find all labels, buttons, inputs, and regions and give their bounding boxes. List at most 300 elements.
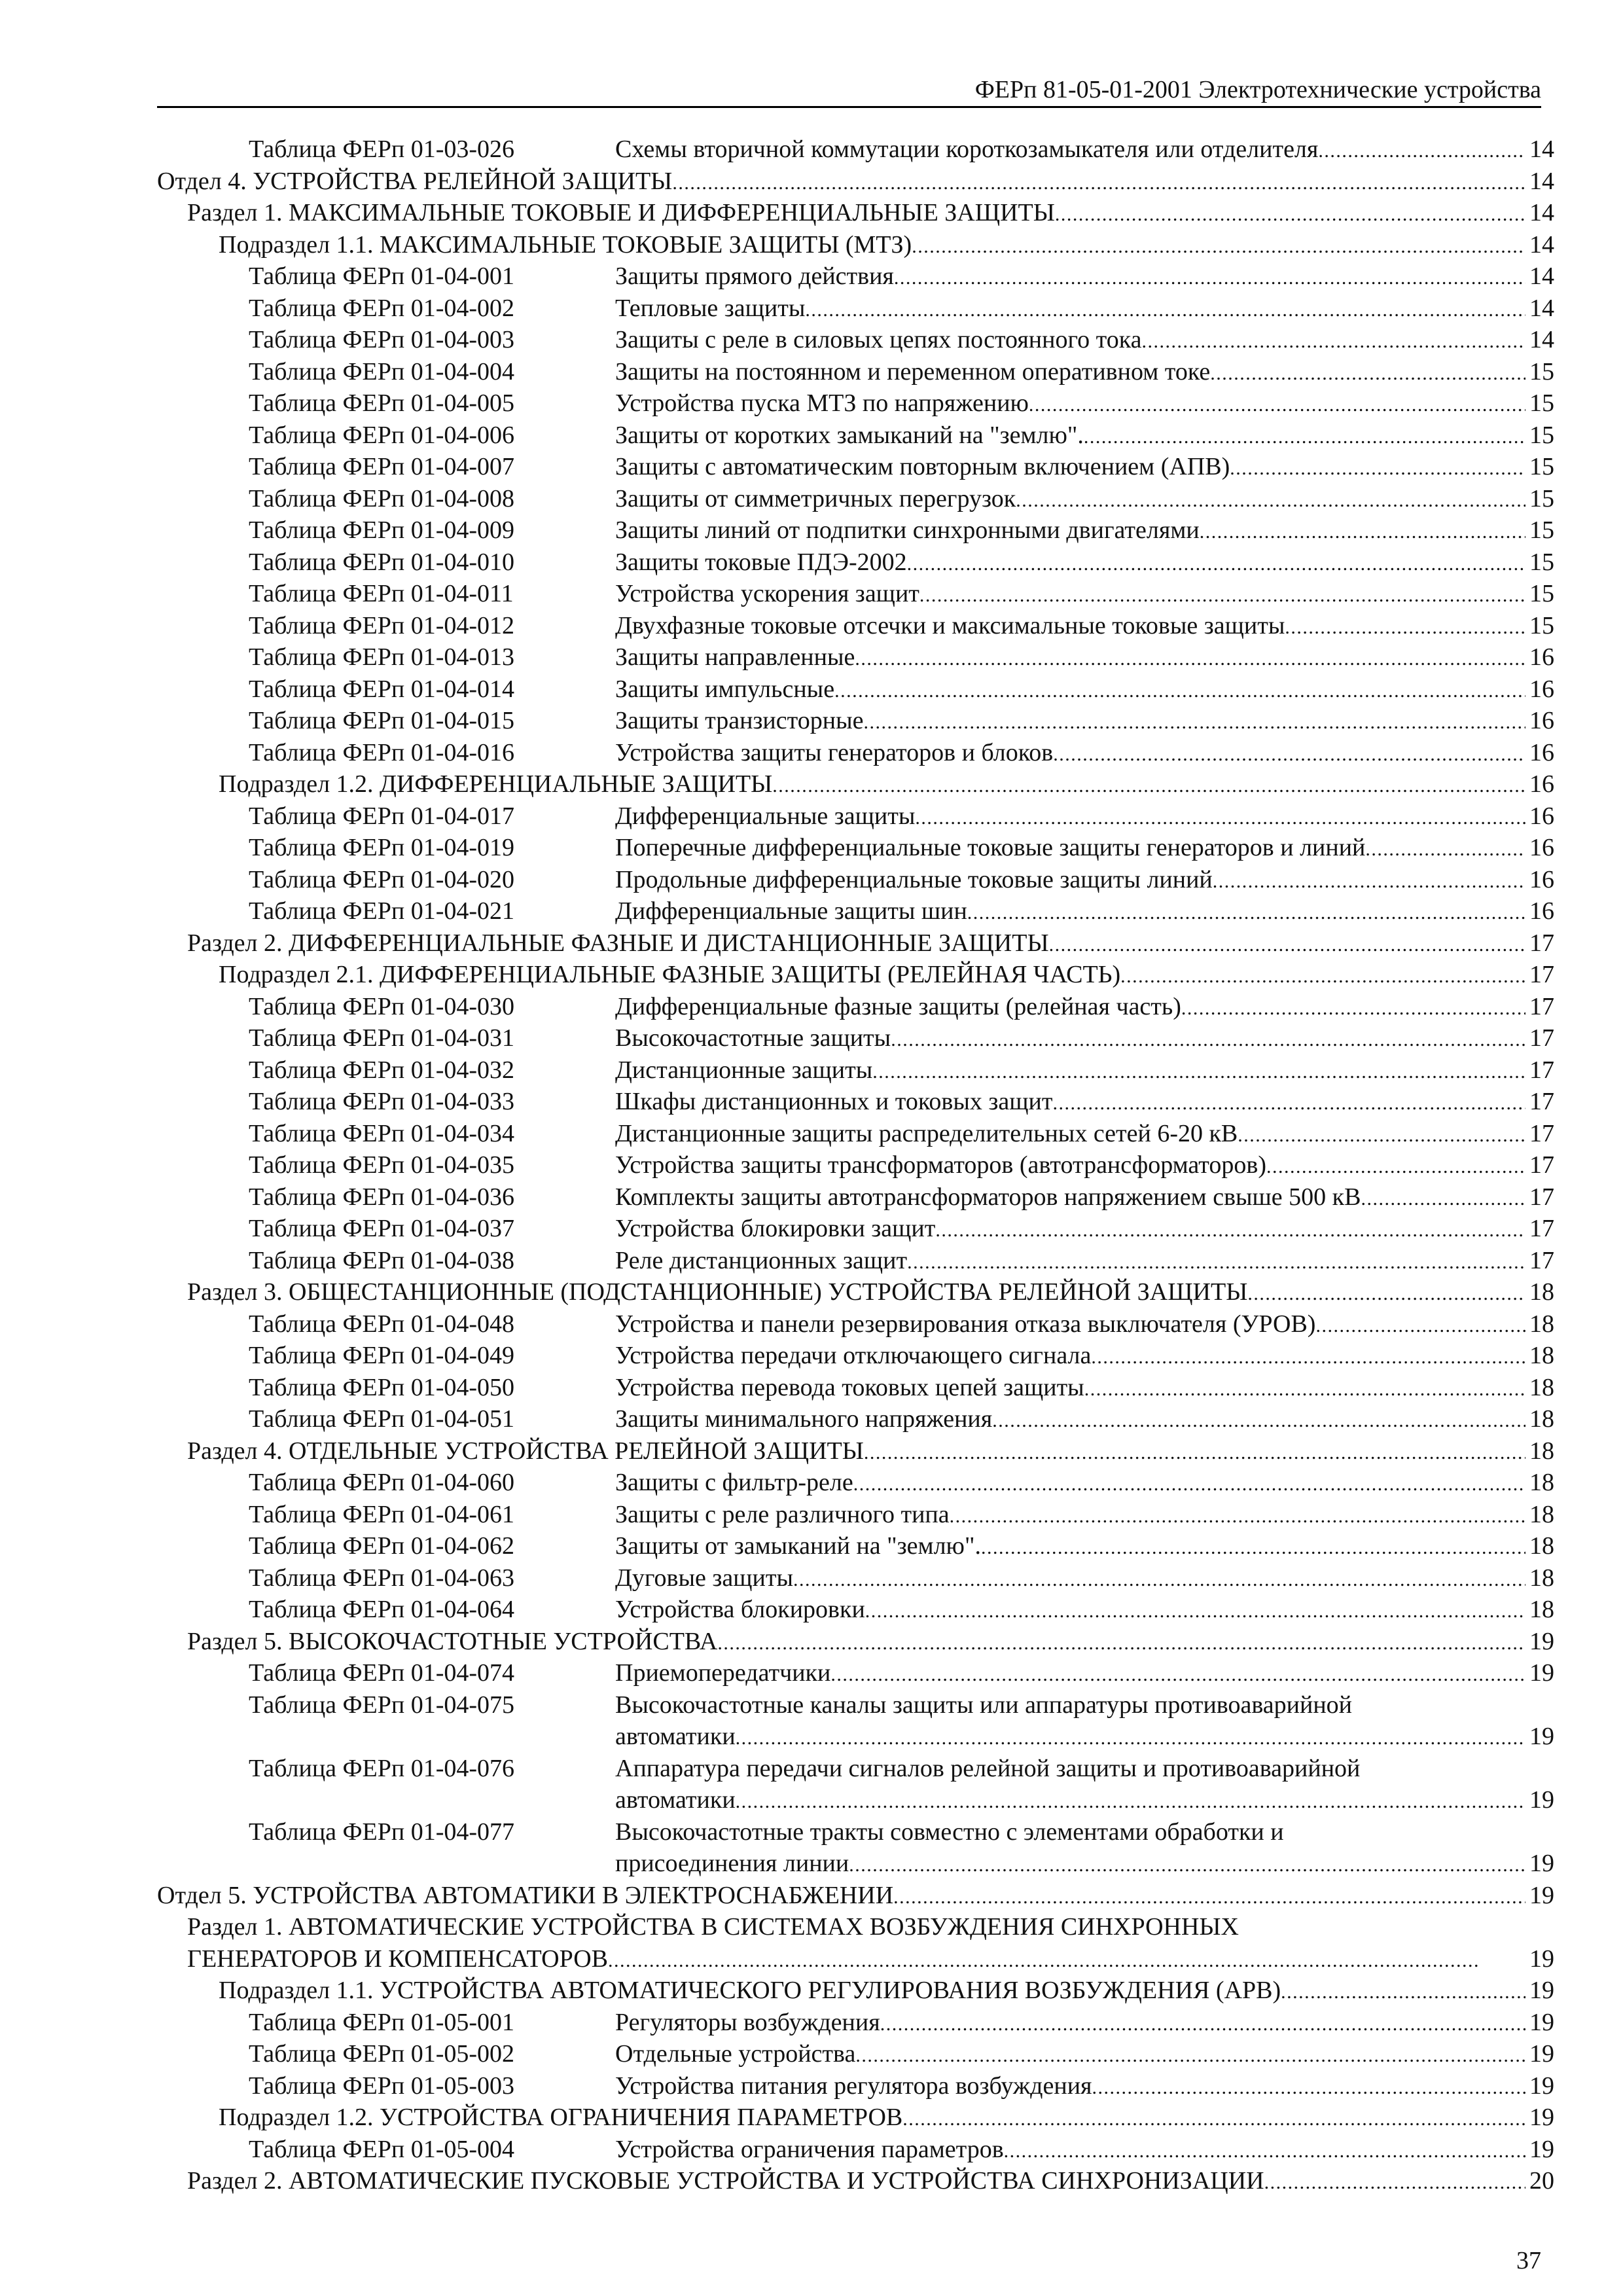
toc-entry-description (615, 2070, 1554, 2104)
toc-entry-description (615, 324, 1554, 358)
toc-entry-description (615, 578, 1554, 612)
toc-entry-title: Дуговые защиты (615, 1564, 794, 1592)
dot-leader (919, 578, 1525, 612)
toc-entry-description (615, 1308, 1554, 1342)
toc-entry (157, 1880, 1554, 1912)
toc-entry-line (615, 641, 1554, 675)
toc-entry-line (615, 2134, 1554, 2168)
table-code: Таблица ФЕРп 01-04-062 (249, 1532, 515, 1560)
toc-entry-description (615, 1657, 1554, 1691)
toc-entry-page: 15 (1529, 516, 1554, 544)
toc-entry-title: Раздел 3. ОБЩЕСТАНЦИОННЫЕ (ПОДСТАНЦИОННЫЕ) УСТРОЙСТВА РЕЛЕЙНОЙ ЗАЩИТЫ (187, 1278, 1248, 1306)
toc-entry-title: Устройства блокировки защит (615, 1215, 936, 1242)
table-code: Таблица ФЕРп 01-04-076 (249, 1754, 515, 1782)
dot-leader (880, 2007, 1525, 2041)
toc-entry-title: Защиты прямого действия (615, 262, 894, 290)
table-code: Таблица ФЕРп 01-04-051 (249, 1405, 515, 1433)
toc-entry-description (615, 610, 1554, 644)
toc-entry (157, 800, 1554, 833)
toc-entry-line (615, 1149, 1554, 1183)
table-code: Таблица ФЕРп 01-04-005 (249, 389, 515, 417)
table-code: Таблица ФЕРп 01-04-032 (249, 1056, 515, 1084)
toc-entry-page: 19 (1529, 2040, 1554, 2068)
table-code: Таблица ФЕРп 01-04-049 (249, 1342, 515, 1369)
dot-leader (1084, 1372, 1525, 1406)
toc-entry-page: 18 (1529, 1310, 1554, 1338)
dot-leader (1055, 197, 1525, 231)
toc-entry (157, 1403, 1554, 1435)
toc-entry-description (615, 832, 1554, 866)
toc-entry-page: 16 (1529, 802, 1554, 830)
toc-entry-description (615, 2134, 1554, 2168)
toc-entry-line (615, 2038, 1554, 2072)
toc-entry (157, 864, 1554, 896)
dot-leader (1092, 2070, 1525, 2104)
toc-entry-page: 19 (1529, 2104, 1554, 2131)
toc-entry-title: Подраздел 1.2. УСТРОЙСТВА ОГРАНИЧЕНИЯ ПАРАМЕТРОВ (219, 2104, 903, 2131)
toc-entry-description (615, 1753, 1554, 1818)
toc-entry-title: автоматики (615, 1786, 736, 1814)
table-code: Таблица ФЕРп 01-04-038 (249, 1246, 515, 1274)
toc-entry-title: Устройства ограничения параметров (615, 2135, 1004, 2163)
toc-entry (157, 1276, 1554, 1308)
dot-leader (1052, 1086, 1525, 1120)
toc-entry-title: Раздел 4. ОТДЕЛЬНЫЕ УСТРОЙСТВА РЕЛЕЙНОЙ ЗАЩИТЫ (187, 1437, 864, 1465)
toc-entry-description (615, 1118, 1554, 1152)
table-code: Таблица ФЕРп 01-04-011 (249, 580, 514, 607)
dot-leader (1213, 864, 1525, 898)
dot-leader (1053, 737, 1525, 771)
toc-entry (157, 356, 1554, 388)
table-code: Таблица ФЕРп 01-04-031 (249, 1024, 515, 1052)
toc-entry-title: Устройства и панели резервирования отказа выключателя (УРОВ) (615, 1310, 1316, 1338)
toc-entry-page: 17 (1529, 961, 1554, 988)
toc-entry-line (615, 1499, 1554, 1533)
table-code: Таблица ФЕРп 01-04-002 (249, 294, 515, 322)
toc-entry-line (187, 197, 1554, 231)
toc-entry-title-line1: Высокочастотные каналы защиты или аппаратуры противоаварийной (615, 1691, 1353, 1719)
toc-entry-page: 14 (1529, 326, 1554, 353)
toc-entry-description (615, 134, 1554, 168)
toc-entry-page: 19 (1529, 1786, 1554, 1814)
toc-entry-description (615, 1499, 1554, 1533)
toc-entry-title: Дифференциальные защиты шин (615, 897, 967, 925)
toc-entry-title: Дистанционные защиты (615, 1056, 873, 1084)
toc-entry-page: 17 (1529, 1024, 1554, 1052)
toc-entry (157, 832, 1554, 864)
toc-entry-page: 17 (1529, 1088, 1554, 1115)
dot-leader (894, 260, 1525, 295)
dot-leader (717, 1626, 1525, 1660)
toc-entry-line (615, 293, 1554, 327)
table-code: Таблица ФЕРп 01-04-074 (249, 1659, 515, 1687)
toc-entry-page: 17 (1529, 1119, 1554, 1147)
dot-leader (1084, 420, 1525, 454)
toc-entry-line (187, 1435, 1554, 1469)
toc-entry-line (615, 1022, 1554, 1056)
toc-entry (157, 387, 1554, 420)
toc-entry (157, 514, 1554, 547)
toc-entry-line (615, 1403, 1554, 1437)
dot-leader (849, 1848, 1525, 1882)
toc-entry (157, 229, 1554, 261)
toc-entry-line (615, 1340, 1554, 1374)
toc-entry-page: 17 (1529, 1183, 1554, 1211)
toc-entry-title: Устройства ускорения защит (615, 580, 919, 607)
toc-entry-page: 17 (1529, 1246, 1554, 1274)
toc-entry-line (219, 1975, 1554, 2009)
toc-entry-line (615, 134, 1554, 168)
toc-entry (157, 1118, 1554, 1150)
dot-leader (992, 1403, 1525, 1437)
toc-entry-line (219, 768, 1554, 802)
toc-entry (157, 1594, 1554, 1626)
toc-entry-description (615, 2038, 1554, 2072)
dot-leader (1091, 1340, 1525, 1374)
dot-leader (1238, 1118, 1525, 1152)
toc-entry-title: Защиты токовые ПДЭ-2002 (615, 548, 907, 576)
toc-entry (157, 1245, 1554, 1277)
dot-leader (1264, 2165, 1525, 2199)
dot-leader (893, 1880, 1525, 1914)
dot-leader (834, 673, 1525, 708)
toc-entry (157, 2134, 1554, 2166)
table-code: Таблица ФЕРп 01-04-008 (249, 484, 515, 512)
toc-entry-title: Подраздел 1.2. ДИФФЕРЕНЦИАЛЬНЫЕ ЗАЩИТЫ (219, 770, 773, 798)
toc-entry-page: 18 (1529, 1405, 1554, 1433)
toc-entry-title: Приемопередатчики (615, 1659, 831, 1687)
toc-entry-description (615, 1181, 1554, 1215)
dot-leader (1029, 387, 1525, 422)
toc-entry-page: 15 (1529, 421, 1554, 449)
toc-entry-description (615, 1689, 1554, 1755)
dot-leader (1200, 514, 1525, 548)
table-code: Таблица ФЕРп 01-04-017 (249, 802, 515, 830)
dot-leader (907, 547, 1525, 581)
toc-entry (157, 1054, 1554, 1086)
toc-entry-title: Продольные дифференциальные токовые защиты линий (615, 865, 1213, 893)
toc-entry-title: Двухфазные токовые отсечки и максимальные токовые защиты (615, 611, 1285, 639)
toc-entry-page: 14 (1529, 294, 1554, 322)
toc-entry-line (615, 356, 1554, 390)
toc-entry-page: 15 (1529, 484, 1554, 512)
toc-entry-page: 14 (1529, 167, 1554, 195)
dot-leader (793, 1562, 1525, 1596)
toc-entry-title: Регуляторы возбуждения (615, 2008, 880, 2036)
dot-leader (1361, 1181, 1525, 1215)
toc-entry-line (615, 1530, 1554, 1564)
toc-entry-page: 19 (1529, 2072, 1554, 2100)
toc-entry (157, 134, 1554, 166)
toc-entry (157, 2007, 1554, 2039)
toc-entry (157, 2070, 1554, 2102)
toc-entry-line (615, 1245, 1554, 1279)
toc-entry-description (615, 991, 1554, 1025)
toc-entry-page: 14 (1529, 199, 1554, 226)
table-code: Таблица ФЕРп 01-04-010 (249, 548, 515, 576)
toc-entry-title: присоединения линии (615, 1850, 849, 1877)
toc-entry-page: 16 (1529, 770, 1554, 798)
toc-entry-title: Раздел 2. ДИФФЕРЕНЦИАЛЬНЫЕ ФАЗНЫЕ И ДИСТАНЦИОННЫЕ ЗАЩИТЫ (187, 929, 1049, 957)
dot-leader (1210, 356, 1525, 390)
toc-entry-page: 16 (1529, 834, 1554, 861)
toc-entry-title: Подраздел 1.1. МАКСИМАЛЬНЫЕ ТОКОВЫЕ ЗАЩИТЫ (МТЗ) (219, 230, 912, 259)
toc-entry-line (615, 705, 1554, 739)
toc-entry-line (615, 1848, 1554, 1882)
toc-entry-description (615, 895, 1554, 929)
toc-entry-title-line1: Раздел 1. АВТОМАТИЧЕСКИЕ УСТРОЙСТВА В СИСТЕМАХ ВОЗБУЖДЕНИЯ СИНХРОННЫХ (187, 1913, 1240, 1941)
toc-entry-line (615, 1054, 1554, 1088)
toc-entry-description (615, 1816, 1554, 1882)
dot-leader (1120, 959, 1525, 993)
toc-entry-line (615, 1372, 1554, 1406)
toc-entry (157, 991, 1554, 1023)
toc-entry-page: 18 (1529, 1278, 1554, 1306)
toc-entry-description (615, 387, 1554, 422)
dot-leader (736, 1784, 1525, 1818)
toc-entry-line (219, 959, 1554, 993)
toc-entry-title: Устройства питания регулятора возбуждения (615, 2072, 1092, 2100)
table-code: Таблица ФЕРп 01-04-007 (249, 453, 515, 480)
toc-entry-description (615, 1149, 1554, 1183)
toc-entry (157, 324, 1554, 356)
dot-leader (891, 1022, 1525, 1056)
toc-entry-line (615, 864, 1554, 898)
table-code: Таблица ФЕРп 01-04-001 (249, 262, 515, 290)
toc-entry-title: Защиты минимального напряжения (615, 1405, 993, 1433)
dot-leader (1285, 610, 1525, 644)
toc-entry-description (615, 547, 1554, 581)
toc-entry-title: Защиты направленные (615, 643, 855, 671)
toc-entry-line (615, 324, 1554, 358)
toc-entry (157, 1689, 1554, 1753)
dot-leader (1266, 1149, 1525, 1183)
toc-entry (157, 1530, 1554, 1562)
toc-entry-title: Устройства перевода токовых цепей защиты (615, 1373, 1084, 1401)
dot-leader (805, 293, 1525, 327)
toc-entry (157, 705, 1554, 737)
toc-entry-page: 18 (1529, 1596, 1554, 1623)
table-code: Таблица ФЕРп 01-04-035 (249, 1151, 515, 1179)
toc-entry-title: Защиты от симметричных перегрузок (615, 484, 1016, 512)
toc-entry-title: Защиты с реле различного типа (615, 1500, 950, 1528)
toc-entry-title: Защиты с автоматическим повторным включением (АПВ) (615, 453, 1230, 480)
dot-leader (967, 895, 1525, 929)
toc-entry-line (615, 610, 1554, 644)
toc-entry (157, 1213, 1554, 1245)
toc-entry-title: Защиты с реле в силовых цепях постоянного тока (615, 326, 1142, 353)
toc-entry (157, 2102, 1554, 2134)
toc-entry-description (615, 1594, 1554, 1628)
toc-entry-line (219, 2102, 1554, 2136)
toc-entry-description (615, 641, 1554, 675)
table-code: Таблица ФЕРп 01-04-060 (249, 1469, 515, 1496)
toc-entry-line (615, 832, 1554, 866)
toc-entry-line (615, 420, 1554, 454)
toc-entry-page: 15 (1529, 357, 1554, 386)
toc-entry-line (615, 1213, 1554, 1247)
toc-entry-description (615, 800, 1554, 834)
toc-entry-description (615, 1086, 1554, 1120)
toc-entry-line (187, 927, 1554, 961)
toc-entry-page: 18 (1529, 1342, 1554, 1369)
toc-entry (157, 1499, 1554, 1531)
toc-entry (157, 578, 1554, 610)
toc-entry-line (615, 1657, 1554, 1691)
toc-entry-title: Устройства передачи отключающего сигнала (615, 1342, 1092, 1369)
toc-entry-description (615, 483, 1554, 517)
table-code: Таблица ФЕРп 01-05-002 (249, 2040, 515, 2068)
dot-leader (912, 229, 1525, 263)
toc-entry-description (615, 1530, 1554, 1564)
dot-leader (608, 1943, 1525, 1977)
toc-entry (157, 547, 1554, 579)
toc-entry-page: 19 (1529, 1627, 1554, 1655)
toc-entry-page: 17 (1529, 992, 1554, 1020)
toc-entry-page: 16 (1529, 865, 1554, 893)
toc-entry-page: 14 (1529, 230, 1554, 259)
toc-entry-title: Отдел 4. УСТРОЙСТВА РЕЛЕЙНОЙ ЗАЩИТЫ (157, 167, 673, 195)
table-code: Таблица ФЕРп 01-04-034 (249, 1119, 515, 1147)
toc-entry-title: Подраздел 2.1. ДИФФЕРЕНЦИАЛЬНЫЕ ФАЗНЫЕ ЗАЩИТЫ (РЕЛЕЙНАЯ ЧАСТЬ) (219, 961, 1121, 988)
toc-entry-page: 20 (1529, 2167, 1554, 2195)
toc-entry-page: 18 (1529, 1500, 1554, 1528)
toc-entry (157, 1911, 1554, 1975)
table-code: Таблица ФЕРп 01-04-016 (249, 738, 515, 766)
dot-leader (772, 768, 1525, 802)
toc-entry-title: Подраздел 1.1. УСТРОЙСТВА АВТОМАТИЧЕСКОГО РЕГУЛИРОВАНИЯ ВОЗБУЖДЕНИЯ (АРВ) (219, 1977, 1281, 2004)
toc-entry-title: автоматики (615, 1723, 736, 1750)
page-header (157, 73, 1541, 108)
toc-entry-title: Раздел 2. АВТОМАТИЧЕСКИЕ ПУСКОВЫЕ УСТРОЙСТВА И УСТРОЙСТВА СИНХРОНИЗАЦИИ (187, 2167, 1264, 2195)
toc-entry (157, 197, 1554, 229)
toc-entry-line (615, 451, 1554, 485)
toc-entry-line (615, 1308, 1554, 1342)
dot-leader (865, 1594, 1525, 1628)
toc-entry-page: 16 (1529, 643, 1554, 671)
toc-entry-page: 19 (1529, 1659, 1554, 1687)
toc-entry-title: Устройства пуска МТЗ по напряжению (615, 389, 1029, 417)
toc-entry-description (615, 1245, 1554, 1279)
dot-leader (1230, 451, 1525, 485)
toc-entry (157, 293, 1554, 325)
toc-entry-title: Шкафы дистанционных и токовых защит (615, 1088, 1053, 1115)
table-code: Таблица ФЕРп 01-04-019 (249, 834, 515, 861)
toc-entry-page: 15 (1529, 611, 1554, 639)
toc-entry-line (187, 1626, 1554, 1660)
toc-entry (157, 1086, 1554, 1118)
toc-entry-title: Защиты от коротких замыканий на "землю". (615, 421, 1084, 449)
toc-entry-line (219, 229, 1554, 263)
dot-leader (736, 1721, 1525, 1755)
toc-entry (157, 1181, 1554, 1213)
header-title: ФЕРп 81-05-01-2001 Электротехнические устройства (974, 76, 1541, 103)
table-code: Таблица ФЕРп 01-04-033 (249, 1088, 515, 1115)
toc-entry-title: Защиты линий от подпитки синхронными двигателями (615, 516, 1200, 544)
page-number: 37 (1516, 2247, 1541, 2274)
toc-entry (157, 260, 1554, 293)
table-code: Таблица ФЕРп 01-04-013 (249, 643, 515, 671)
dot-leader (1049, 927, 1525, 961)
dot-leader (915, 800, 1525, 834)
toc-entry-title: Защиты с фильтр-реле (615, 1469, 853, 1496)
toc-entry-page: 15 (1529, 453, 1554, 480)
toc-entry-line (615, 1562, 1554, 1596)
dot-leader (907, 1245, 1525, 1279)
dot-leader (864, 1435, 1525, 1469)
toc-entry-page: 19 (1529, 1881, 1554, 1909)
toc-entry-title: Дистанционные защиты распределительных сетей 6-20 кВ (615, 1119, 1238, 1147)
toc-entry-line (157, 1880, 1554, 1914)
table-code: Таблица ФЕРп 01-04-012 (249, 611, 515, 639)
toc-entry-description (615, 1403, 1554, 1437)
toc-entry-line (157, 166, 1554, 200)
table-code: Таблица ФЕРп 01-04-075 (249, 1691, 515, 1719)
toc-entry-line (615, 547, 1554, 581)
toc-entry-page: 19 (1529, 1977, 1554, 2004)
toc-entry-description (615, 673, 1554, 708)
toc-entry-title: Реле дистанционных защит (615, 1246, 908, 1274)
toc-entry-page: 17 (1529, 1056, 1554, 1084)
dot-leader (935, 1213, 1525, 1247)
toc-entry-description (615, 260, 1554, 295)
table-code: Таблица ФЕРп 01-04-014 (249, 675, 515, 703)
dot-leader (1247, 1276, 1525, 1310)
dot-leader (902, 2102, 1525, 2136)
table-code: Таблица ФЕРп 01-04-009 (249, 516, 515, 544)
toc-entry-line (187, 2165, 1554, 2199)
toc-entry-line (615, 483, 1554, 517)
toc-entry-page: 18 (1529, 1373, 1554, 1401)
table-code: Таблица ФЕРп 01-04-037 (249, 1215, 515, 1242)
toc-entry-description (615, 514, 1554, 548)
toc-entry-title: Устройства защиты генераторов и блоков (615, 738, 1054, 766)
toc-entry-title: Отдел 5. УСТРОЙСТВА АВТОМАТИКИ В ЭЛЕКТРОСНАБЖЕНИИ (157, 1881, 894, 1909)
dot-leader (855, 641, 1525, 675)
toc-entry-page: 17 (1529, 1151, 1554, 1179)
toc-entry (157, 737, 1554, 769)
table-of-contents (157, 134, 1554, 2197)
toc-entry-line (187, 1276, 1554, 1310)
toc-entry-description (615, 737, 1554, 771)
toc-entry-line (615, 1721, 1554, 1755)
table-code: Таблица ФЕРп 01-04-050 (249, 1373, 515, 1401)
toc-entry (157, 1753, 1554, 1816)
toc-entry (157, 768, 1554, 800)
toc-entry (157, 2038, 1554, 2070)
toc-entry-description (615, 1022, 1554, 1056)
toc-entry-title: Защиты импульсные (615, 675, 835, 703)
toc-entry-title: Защиты транзисторные (615, 707, 864, 734)
toc-entry-title: Дифференциальные фазные защиты (релейная часть) (615, 992, 1181, 1020)
toc-entry (157, 1435, 1554, 1467)
toc-entry-title: ГЕНЕРАТОРОВ И КОМПЕНСАТОРОВ (187, 1945, 609, 1973)
dot-leader (872, 1054, 1525, 1088)
toc-entry-description (615, 451, 1554, 485)
toc-entry-line (615, 1118, 1554, 1152)
toc-entry-description (615, 356, 1554, 390)
toc-entry (157, 1626, 1554, 1658)
toc-entry-description (615, 705, 1554, 739)
dot-leader (855, 2038, 1525, 2072)
toc-entry-description (615, 420, 1554, 454)
toc-entry-title: Защиты от замыканий на "землю". (615, 1532, 981, 1560)
table-code: Таблица ФЕРп 01-04-015 (249, 707, 515, 734)
table-code: Таблица ФЕРп 01-04-048 (249, 1310, 515, 1338)
dot-leader (830, 1657, 1525, 1691)
toc-entry-page: 19 (1529, 1850, 1554, 1877)
toc-entry-title: Отдельные устройства (615, 2040, 856, 2068)
